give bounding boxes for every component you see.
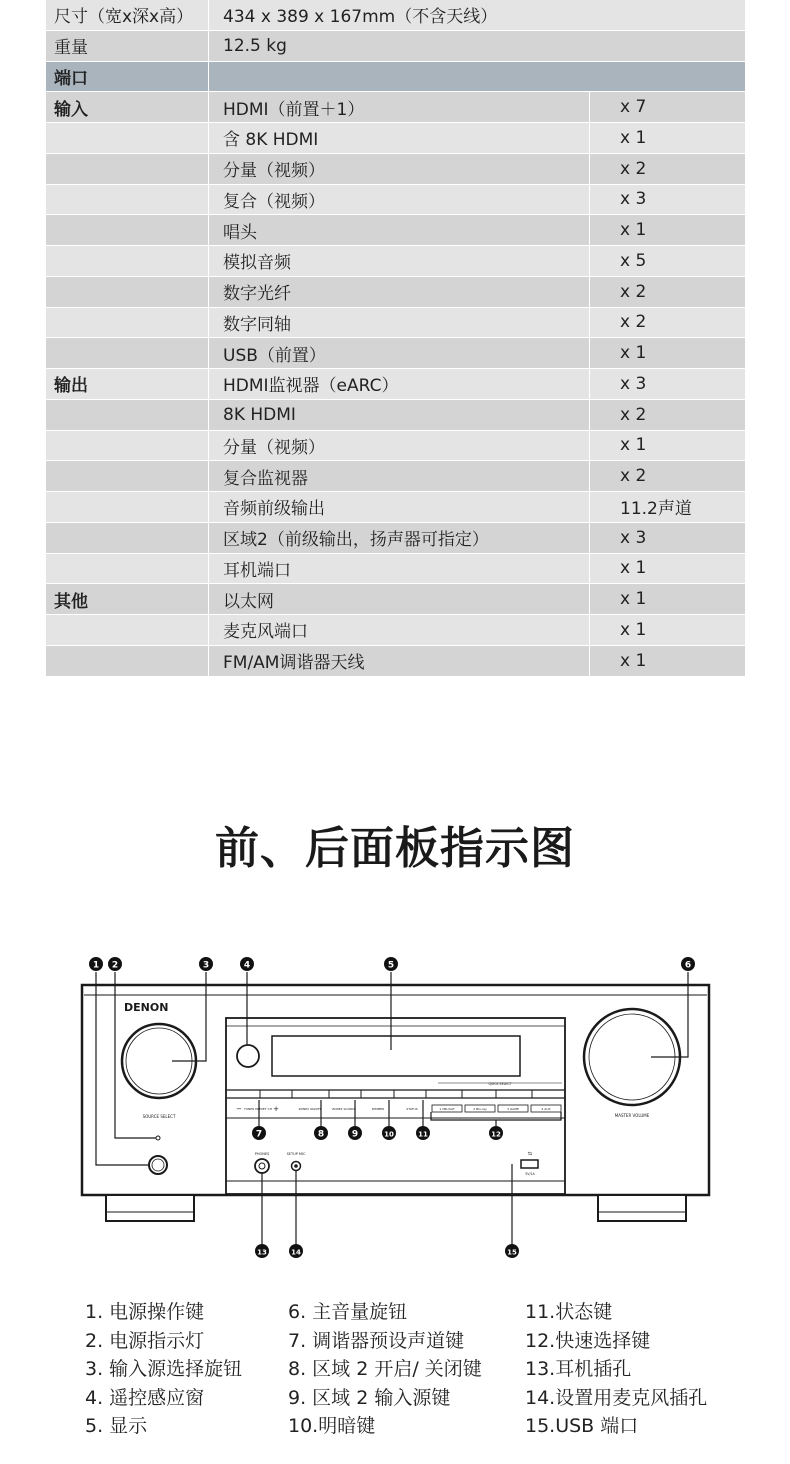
callout-3 bbox=[199, 957, 213, 971]
spec-row bbox=[46, 123, 745, 154]
spec-header-fill bbox=[209, 61, 746, 92]
spec-category bbox=[46, 153, 209, 184]
spec-category bbox=[46, 215, 209, 246]
spec-row bbox=[46, 338, 745, 369]
spec-row bbox=[46, 276, 745, 307]
spec-category bbox=[46, 307, 209, 338]
legend-column-3 bbox=[525, 1298, 707, 1441]
legend-column-1 bbox=[85, 1298, 242, 1441]
svg-text:14: 14 bbox=[291, 1248, 301, 1257]
spec-row bbox=[46, 492, 745, 523]
spec-row bbox=[46, 246, 745, 277]
spec-category: 输入 bbox=[46, 92, 209, 123]
spec-value: 12.5 kg bbox=[209, 30, 746, 61]
quick-select-1: 1 CBL/SAT bbox=[439, 1107, 455, 1111]
master-volume-label: MASTER VOLUME bbox=[614, 1113, 650, 1118]
spec-row bbox=[46, 30, 745, 61]
callout-9 bbox=[348, 1126, 362, 1140]
spec-quantity: x 3 bbox=[590, 184, 746, 215]
legend-item: 10.明暗键 bbox=[288, 1415, 376, 1438]
spec-row bbox=[46, 0, 745, 30]
spec-category bbox=[46, 276, 209, 307]
callout-5 bbox=[384, 957, 398, 971]
svg-text:12: 12 bbox=[491, 1130, 501, 1139]
spec-quantity: x 2 bbox=[590, 399, 746, 430]
svg-text:8: 8 bbox=[317, 1129, 325, 1140]
legend-item: 4. 遥控感应窗 bbox=[85, 1386, 205, 1409]
quick-select-3: 3 GAME bbox=[507, 1107, 519, 1111]
spec-quantity: x 1 bbox=[590, 553, 746, 584]
spec-value: 434 x 389 x 167mm（不含天线） bbox=[209, 0, 746, 30]
spec-row bbox=[46, 553, 745, 584]
spec-item: 含 8K HDMI bbox=[209, 123, 590, 154]
spec-row bbox=[46, 61, 745, 92]
spec-item: USB（前置） bbox=[209, 338, 590, 369]
status-label: STATUS bbox=[406, 1107, 418, 1111]
spec-quantity: x 1 bbox=[590, 584, 746, 615]
spec-category: 尺寸（宽x深x高） bbox=[46, 0, 209, 30]
spec-category: 端口 bbox=[46, 61, 209, 92]
svg-text:15: 15 bbox=[507, 1248, 517, 1257]
spec-quantity: x 1 bbox=[590, 123, 746, 154]
spec-item: FM/AM调谐器天线 bbox=[209, 645, 590, 676]
spec-quantity: x 2 bbox=[590, 307, 746, 338]
spec-item: 麦克风端口 bbox=[209, 615, 590, 646]
spec-quantity: x 1 bbox=[590, 615, 746, 646]
spec-quantity: x 5 bbox=[590, 246, 746, 277]
callout-15 bbox=[505, 1244, 519, 1258]
svg-text:6: 6 bbox=[684, 960, 692, 971]
svg-text:3: 3 bbox=[202, 960, 210, 971]
svg-text:4: 4 bbox=[243, 960, 251, 971]
callout-1 bbox=[89, 957, 103, 971]
spec-quantity: x 2 bbox=[590, 153, 746, 184]
legend-column-2 bbox=[288, 1298, 482, 1441]
svg-text:2: 2 bbox=[111, 960, 119, 971]
spec-table-body bbox=[46, 0, 745, 676]
spec-category bbox=[46, 338, 209, 369]
spec-quantity: x 3 bbox=[590, 522, 746, 553]
spec-item: HDMI监视器（eARC） bbox=[209, 369, 590, 400]
svg-text:−: − bbox=[236, 1105, 242, 1113]
usb-icon: ⇆ bbox=[527, 1151, 533, 1157]
phones-label: PHONES bbox=[254, 1152, 270, 1156]
dimmer-label: DIMMER bbox=[371, 1107, 385, 1111]
spec-row bbox=[46, 430, 745, 461]
spec-row bbox=[46, 153, 745, 184]
callout-7 bbox=[252, 1126, 266, 1140]
spec-item: 耳机端口 bbox=[209, 553, 590, 584]
spec-row bbox=[46, 645, 745, 676]
spec-category: 输出 bbox=[46, 369, 209, 400]
spec-row bbox=[46, 461, 745, 492]
spec-item: 以太网 bbox=[209, 584, 590, 615]
left-foot bbox=[106, 1195, 194, 1221]
svg-text:10: 10 bbox=[384, 1130, 394, 1139]
spec-row bbox=[46, 399, 745, 430]
legend-item: 13.耳机插孔 bbox=[525, 1358, 632, 1381]
spec-table bbox=[46, 0, 745, 677]
zone2-onoff-label: ZONE2 ON/OFF bbox=[298, 1107, 322, 1111]
spec-item: 分量（视频） bbox=[209, 430, 590, 461]
spec-quantity: x 7 bbox=[590, 92, 746, 123]
display bbox=[272, 1036, 520, 1076]
spec-category bbox=[46, 615, 209, 646]
source-select-label: SOURCE SELECT bbox=[142, 1114, 176, 1119]
section-title: 前、后面板指示图 bbox=[215, 823, 575, 874]
spec-row bbox=[46, 307, 745, 338]
power-indicator-led bbox=[156, 1136, 160, 1140]
spec-quantity: x 1 bbox=[590, 430, 746, 461]
legend-item: 5. 显示 bbox=[85, 1415, 148, 1438]
spec-quantity: x 1 bbox=[590, 215, 746, 246]
callout-6 bbox=[681, 957, 695, 971]
front-panel-diagram bbox=[76, 950, 716, 1265]
legend-item: 6. 主音量旋钮 bbox=[288, 1301, 408, 1323]
spec-category bbox=[46, 553, 209, 584]
svg-text:7: 7 bbox=[255, 1129, 263, 1140]
spec-item: 数字同轴 bbox=[209, 307, 590, 338]
quick-select-4: 4 AUX bbox=[541, 1107, 551, 1111]
spec-category bbox=[46, 430, 209, 461]
svg-text:11: 11 bbox=[418, 1130, 428, 1139]
spec-quantity: x 3 bbox=[590, 369, 746, 400]
legend-item: 8. 区域 2 开启/ 关闭键 bbox=[288, 1358, 482, 1381]
legend-item: 12.快速选择键 bbox=[525, 1329, 651, 1352]
legend-item: 15.USB 端口 bbox=[525, 1415, 639, 1438]
right-foot bbox=[598, 1195, 686, 1221]
callout-4 bbox=[240, 957, 254, 971]
spec-category bbox=[46, 461, 209, 492]
svg-text:5: 5 bbox=[387, 960, 395, 971]
callout-13 bbox=[255, 1244, 269, 1258]
spec-quantity: x 2 bbox=[590, 276, 746, 307]
spec-row bbox=[46, 615, 745, 646]
spec-item: 唱头 bbox=[209, 215, 590, 246]
spec-row bbox=[46, 92, 745, 123]
spec-item: 数字光纤 bbox=[209, 276, 590, 307]
spec-category bbox=[46, 184, 209, 215]
remote-sensor bbox=[237, 1045, 259, 1067]
usb-port bbox=[521, 1160, 538, 1168]
brand-logo: DENON bbox=[124, 1001, 169, 1014]
quick-select-2: 2 Blu-ray bbox=[473, 1107, 487, 1111]
legend-item: 14.设置用麦克风插孔 bbox=[525, 1386, 708, 1409]
spec-quantity: x 1 bbox=[590, 645, 746, 676]
spec-category: 其他 bbox=[46, 584, 209, 615]
callout-12 bbox=[489, 1126, 503, 1140]
usb-rating-label: 5V/1A bbox=[525, 1172, 535, 1176]
spec-item: 分量（视频） bbox=[209, 153, 590, 184]
spec-category: 重量 bbox=[46, 30, 209, 61]
legend-item: 3. 输入源选择旋钮 bbox=[85, 1358, 243, 1381]
legend-item: 7. 调谐器预设声道键 bbox=[288, 1329, 465, 1352]
spec-category bbox=[46, 492, 209, 523]
tuner-preset-label: TUNER PRESET CH bbox=[244, 1107, 272, 1111]
callout-2 bbox=[108, 957, 122, 971]
spec-item: 复合监视器 bbox=[209, 461, 590, 492]
spec-category bbox=[46, 522, 209, 553]
spec-item: 复合（视频） bbox=[209, 184, 590, 215]
spec-quantity: 11.2声道 bbox=[590, 492, 746, 523]
spec-row bbox=[46, 584, 745, 615]
spec-item: 模拟音频 bbox=[209, 246, 590, 277]
spec-item: 8K HDMI bbox=[209, 399, 590, 430]
callout-14 bbox=[289, 1244, 303, 1258]
callout-10 bbox=[382, 1126, 396, 1140]
spec-row bbox=[46, 184, 745, 215]
legend-item: 9. 区域 2 输入源键 bbox=[288, 1386, 451, 1409]
svg-text:9: 9 bbox=[351, 1129, 359, 1140]
spec-item: 音频前级输出 bbox=[209, 492, 590, 523]
quick-select-label: QUICK SELECT bbox=[488, 1082, 512, 1086]
zone2-source-label: ZONE2 SOURCE bbox=[332, 1107, 356, 1111]
spec-row bbox=[46, 369, 745, 400]
spec-category bbox=[46, 246, 209, 277]
legend-item: 1. 电源操作键 bbox=[85, 1301, 205, 1323]
setup-mic-label: SETUP MIC bbox=[286, 1152, 306, 1156]
spec-row bbox=[46, 522, 745, 553]
svg-text:13: 13 bbox=[257, 1248, 267, 1257]
spec-category bbox=[46, 123, 209, 154]
spec-row bbox=[46, 215, 745, 246]
spec-quantity: x 2 bbox=[590, 461, 746, 492]
svg-text:1: 1 bbox=[92, 960, 100, 971]
spec-item: 区域2（前级输出，扬声器可指定） bbox=[209, 522, 590, 553]
spec-category bbox=[46, 645, 209, 676]
legend-item: 2. 电源指示灯 bbox=[85, 1329, 205, 1352]
spec-item: HDMI（前置＋1） bbox=[209, 92, 590, 123]
spec-quantity: x 1 bbox=[590, 338, 746, 369]
callout-8 bbox=[314, 1126, 328, 1140]
legend-item: 11.状态键 bbox=[525, 1301, 613, 1323]
spec-category bbox=[46, 399, 209, 430]
svg-text:+: + bbox=[273, 1105, 279, 1113]
callout-11 bbox=[416, 1126, 430, 1140]
